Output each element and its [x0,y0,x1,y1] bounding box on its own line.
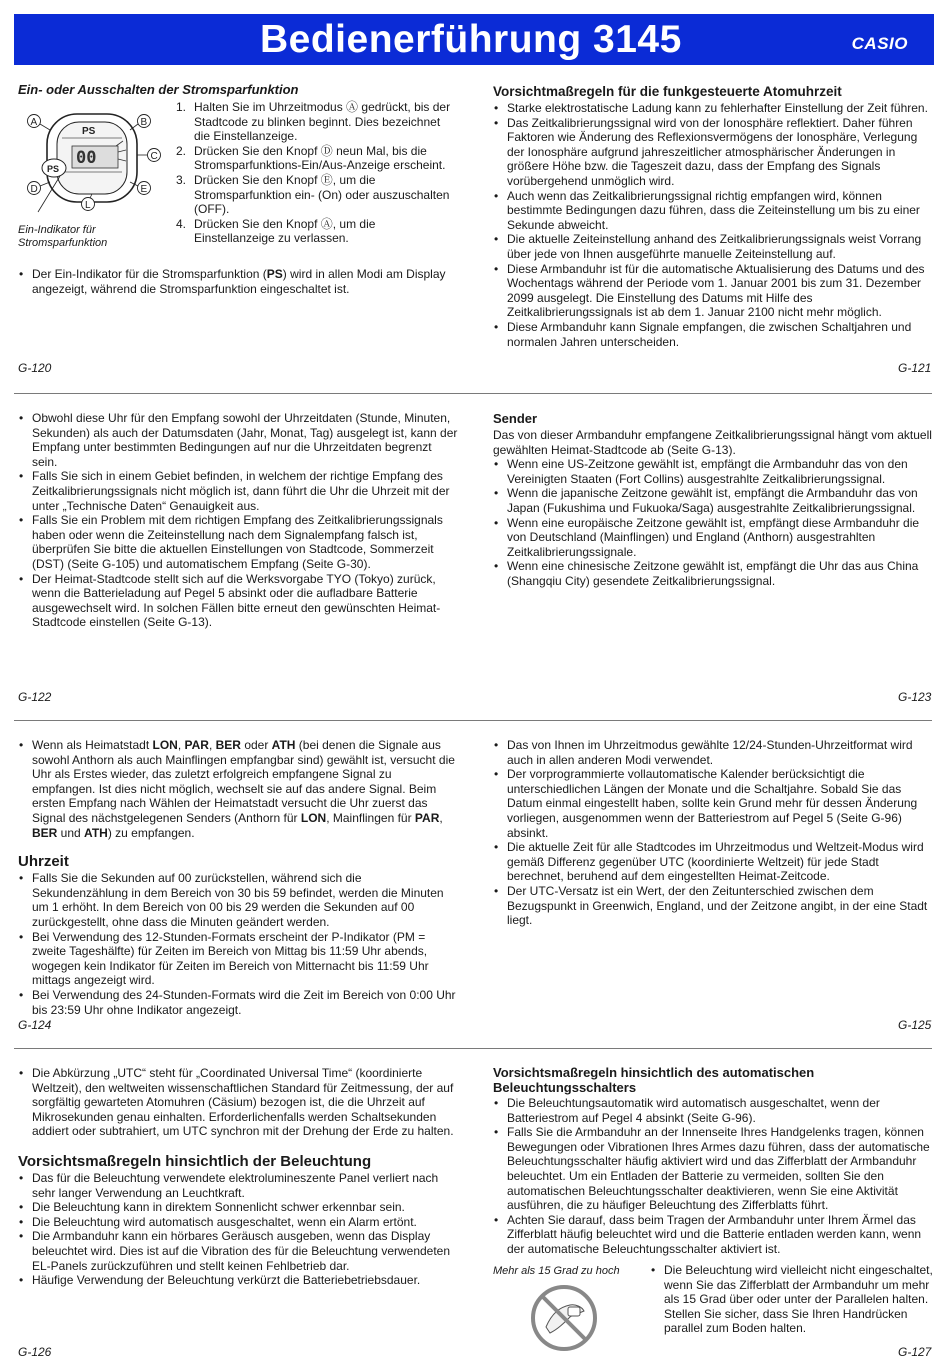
list-item: • Wenn eine chinesische Zeitzone gewählt ist, empfängt die Uhr das aus China (Shangqiu City) gesendete Zeitkalibrierungssignal. [493,559,933,588]
list-item: • Das Zeitkalibrierungssignal wird von der Ionosphäre reflektiert. Daher führen Faktoren wie Änderung des Reflexionsvermögens der Ionosphäre, Verlegung der Ionosphäre aufgrund jahreszeitlicher atmosphärischer Änderungen in größere Höhe bzw. die Tageszeit dazu, dass der Empfang des Signals vorübergehend unmöglich wird. [493,116,933,189]
step-item [176,173,452,217]
list-item: • Häufige Verwendung der Beleuchtung verkürzt die Batteriebetriebsdauer. [18,1273,458,1288]
text: , [439,810,443,825]
list-item: • Diese Armbanduhr ist für die automatische Aktualisierung des Datums und des Wochentags während der Periode vom 1. Januar 2001 bis zum 31. Dezember 2099 ausgelegt. Die Einstellung des Datums mit Hilfe des Zeitkalibrierungssignals ist ab dem 1. Januar 2100 nicht mehr möglich. [493,262,933,320]
step-number: 2. [176,143,187,158]
text: ) zu empfangen. [107,825,195,840]
page-number: G-121 [898,361,932,375]
list-item: • Der Heimat-Stadtcode stellt sich auf die Werksvorgabe TYO (Tokyo) zurück, wenn die Batterieladung auf Pegel 5 absinkt oder die aufladbare Batterie ausgewechselt wird. In solchen Fällen bitte erneut den gewünschten Heimat-Stadtcode einstellen (Seite G-13). [18,572,458,630]
text: und [57,825,85,840]
heading-line: Vorsichtsmaßregeln hinsichtlich des automatischen [493,1065,815,1080]
section-g120 [18,82,458,98]
note-bold: PS [266,267,283,281]
heading-line: Beleuchtungsschalters [493,1080,637,1095]
list-item: • Bei Verwendung des 24-Stunden-Formats wird die Zeit im Bereich von 0:00 Uhr bis 23:59 Uhr ohne Indikator angezeigt. [18,988,458,1017]
section-g127 [493,1065,933,1257]
heading-beleuchtung: Vorsichtsmaßregeln hinsichtlich der Beleuchtung [18,1152,372,1170]
section-g124 [18,738,458,1017]
list-item: • Die aktuelle Zeit für alle Stadtcodes im Uhrzeitmodus und Weltzeit-Modus wird gemäß Differenz gegenüber UTC (koordinierte Weltzeit) für jede Stadt berechnet, beruhend auf dem eingestellten Heimat-Zeitcode. [493,840,933,884]
list-item: • Falls Sie die Sekunden auf 00 zurückstellen, während sich die Sekundenzählung in dem Bereich von 30 bis 59 befindet, werden die Minuten um 1 erhöht. In dem Bereich von 00 bis 29 werden die Sekunden auf 00 zurückgestellt, ohne dass die Minuten geändert werden. [18,871,458,929]
list-item [18,738,458,840]
steps-list-g120 [176,100,452,246]
list-item: • Die Armbanduhr kann ein hörbares Geräusch ausgeben, wenn das Display beleuchtet wird. Dies ist auf die Vibration des für die Beleuchtung verwendeten EL-Panels zurückzuführen und stellt keinen Fehlbetrieb dar. [18,1229,458,1273]
city-code: PAR [414,810,440,825]
list-item: • Achten Sie darauf, dass beim Tragen der Armbanduhr unter Ihrem Ärmel das Zifferblatt häufig beleuchtet wird und die Batterie entladen werden kann, wenn der automatische Beleuchtungsschalter aktiviert ist. [493,1213,933,1257]
page-number: G-126 [18,1345,52,1359]
city-code: ATH [271,738,296,752]
svg-text:B: B [140,117,148,128]
svg-text:C: C [150,151,158,162]
heading-uhrzeit: Uhrzeit [18,853,69,871]
list-item: • Diese Armbanduhr kann Signale empfangen, die zwischen Schaltjahren und normalen Jahren unterscheiden. [493,320,933,349]
list-item [18,267,454,296]
no-tilt-illustration [524,1283,604,1353]
note-text: ) wird in allen Modi am Display angezeigt, während die Stromsparfunktion eingeschaltet ist. [32,267,446,296]
list-item: • Obwohl diese Uhr für den Empfang sowohl der Uhrzeitdaten (Stunde, Minuten, Sekunden) als auch der Datumsdaten (Jahr, Monat, Tag) ausgelegt ist, kann der Empfang unter bestimmten Bedingungen auf nur die Uhrzeitdaten begrenzt sein. [18,411,458,469]
list-item: • Falls Sie ein Problem mit dem richtigen Empfang des Zeitkalibrierungssignals haben oder wenn die Zeiteinstellung nach dem Signalempfang falsch ist, überprüfen Sie bitte die aktuellen Einstellungen von Stadtcode, Sommerzeit (DST) (Seite G-105) und automatischem Empfang (Seite G-30). [18,513,458,571]
svg-text:A: A [30,117,38,128]
list-item: • Das für die Beleuchtung verwendete elektrolumineszente Panel verliert nach sehr langer Verwendung an Leuchtkraft. [18,1171,458,1200]
list-item: • Die aktuelle Zeiteinstellung anhand des Zeitkalibrierungssignals weist Vorrang über jede von Ihnen ausgeführte manuelle Zeiteinstellung auf. [493,232,933,261]
svg-text:L: L [85,200,91,211]
text: , [208,738,216,752]
city-code: PAR [184,738,209,752]
watch-illustration [20,108,168,218]
step-item [176,144,452,173]
list-item: • Wenn eine europäische Zeitzone gewählt ist, empfängt diese Armbanduhr die von Deutschland (Mainflingen) und England (Anthorn) ausgestrahlten Zeitkalibrierungssignale. [493,516,933,560]
text: , Mainflingen für [326,810,415,825]
step-item [176,100,452,144]
list-item: • Der UTC-Versatz ist ein Wert, der den Zeitunterschied zwischen dem Bezugspunkt in Greenwich, England, und der Zeitzone angibt, in der eine Stadt liegt. [493,884,933,928]
step-number: 4. [176,216,187,231]
caption-line-1: Ein-Indikator für [18,224,96,236]
section-g125 [493,738,933,928]
page-number: G-124 [18,1018,52,1032]
list-item: • Bei Verwendung des 12-Stunden-Formats erscheint der P-Indikator (PM = zweite Tageshälfte) für Zeiten im Bereich von Mittag bis 11:59 Uhr abends, wogegen kein Indikator für Zeiten im Bereich von Mitternacht bis 11:59 Uhr mittags angezeigt wird. [18,930,458,988]
caption-line-2: Stromsparfunktion [18,237,108,249]
section-g126 [18,1066,458,1288]
illustration-caption: Mehr als 15 Grad zu hoch [493,1265,620,1277]
step-text: Halten Sie im Uhrzeitmodus Ⓐ gedrückt, bis der Stadtcode zu blinken beginnt. Dies bezeichnet die Einstellanzeige. [194,100,451,144]
diagram-caption [18,224,148,250]
list-item: • Starke elektrostatische Ladung kann zu fehlerhafter Einstellung der Zeit führen. [493,101,933,116]
page-number: G-127 [898,1345,932,1359]
page-number: G-123 [898,690,932,704]
divider [14,720,932,721]
intro-text: Das von dieser Armbanduhr empfangene Zeitkalibrierungssignal hängt vom aktuell gewählten Heimat-Stadtcode ab (Seite G-13). [493,428,932,457]
header-bar [14,14,934,65]
svg-text:D: D [30,184,38,195]
list-item: • Auch wenn das Zeitkalibrierungssignal richtig empfangen wird, können bestimmte Bedingungen dazu führen, dass die Zeiteinstellung um bis zu einer Sekunde abweicht. [493,189,933,233]
list-item: • Die Beleuchtung kann in direktem Sonnenlicht schwer erkennbar sein. [18,1200,458,1215]
page-title: Bedienerführung 3145 [260,18,682,61]
note-text: Der Ein-Indikator für die Stromsparfunktion ( [32,267,267,281]
step-number: 3. [176,172,187,187]
city-code: LON [152,738,178,752]
page-number: G-120 [18,361,52,375]
text: (bei denen die Signale aus sowohl Anthorn als auch Mainflingen empfangbar sind) gewählt ist, versucht die Uhr als Erstes wieder, das zuletzt erfolgreich empfangene Signal zu empfangen. Ist dies nicht möglich, wechselt sie auf das andere Signal. Beim ersten Empfang nach Wählen der Heimatstadt versucht die Uhr zuerst das Signal des nächstgelegenen Senders (Anthorn für [32,738,455,825]
display-ps-label: PS [82,126,96,137]
step-number: 1. [176,100,187,114]
list-item: • Das von Ihnen im Uhrzeitmodus gewählte 12/24-Stunden-Uhrzeitformat wird auch in allen anderen Modi verwendet. [493,738,933,767]
list-item: • Der vorprogrammierte vollautomatische Kalender berücksichtigt die unterschiedlichen Längen der Monate und die Schaltjahre. Sobald Sie das Datum einmal eingestellt haben, sollte kein Grund mehr für dessen Änderung vorliegen, ausgenommen wenn der Batteriestrom auf Pegel 5 (Seite G-96) absinkt. [493,767,933,840]
heading-stromspar: Ein- oder Ausschalten der Stromsparfunktion [18,82,299,97]
svg-text:00: 00 [76,148,97,168]
text: , [177,738,185,752]
city-code: LON [300,810,327,825]
heading-atomuhrzeit: Vorsichtmaßregeln für die funkgesteuerte Atomuhrzeit [493,84,842,99]
city-code: BER [215,738,241,752]
heading-auto-beleuchtung [493,1065,933,1095]
divider [14,393,932,394]
divider [14,1048,932,1049]
step-item [176,217,452,246]
text: Wenn als Heimatstadt [32,738,153,752]
list-item: • Wenn die japanische Zeitzone gewählt ist, empfängt die Armbanduhr das von Japan (Fukushima und Fukuoka/Saga) ausgestrahlte Zeitkalibrierungssignal. [493,486,933,515]
page-number: G-125 [898,1018,932,1032]
svg-text:E: E [140,184,148,195]
note-g120 [18,267,454,296]
heading-sender: Sender [493,411,538,426]
section-g121 [493,84,933,349]
section-g122 [18,411,458,630]
list-item: • Falls Sie die Armbanduhr an der Innenseite Ihres Handgelenks tragen, können Bewegungen oder Vibrationen Ihres Armes dazu führen, dass der automatische Beleuchtungsschalter häufig aktiviert wird und das Zifferblatt der Armbanduhr beleuchtet. Um ein Entladen der Batterie zu vermeiden, sollten Sie den automatischen Beleuchtungsschalter deaktivieren, wenn Sie eine Aktivität ausführen, die zu häufiger Beleuchtung des Zifferblatts führt. [493,1125,933,1213]
text: oder [240,738,272,752]
list-item: • Die Beleuchtung wird vielleicht nicht eingeschaltet, wenn Sie das Zifferblatt der Armbanduhr um mehr als 15 Grad über oder unter der Parallelen halten. Stellen Sie sicher, dass Sie Ihren Handrücken parallel zum Boden halten. [650,1263,934,1336]
step-text: Drücken Sie den Knopf Ⓓ neun Mal, bis die Stromsparfunktions-Ein/Aus-Anzeige erscheint. [194,143,446,173]
city-code: ATH [84,825,108,840]
list-item: • Die Beleuchtungsautomatik wird automatisch ausgeschaltet, wenn der Batteriestrom auf Pegel 4 absinkt (Seite G-96). [493,1096,933,1125]
watch-diagram [20,108,168,218]
section-g123 [493,411,933,589]
city-code: BER [32,825,58,840]
list-item: • Die Abkürzung „UTC“ steht für „Coordinated Universal Time“ (koordinierte Weltzeit), den weltweiten wissenschaftlichen Standard für Zeitmessung, der auf sorgfältig gewarteten Atomuhren (Cäsium) bezogen ist, die die Uhrzeit auf Mikrosekunden genau einhalten. Erforderlichenfalls werden Schaltsekunden addiert oder subtrahiert, um UTC synchron mit der Drehung der Erde zu halten. [18,1066,458,1139]
last-note-g127 [650,1263,934,1336]
brand-logo: CASIO [851,34,908,53]
step-text: Drücken Sie den Knopf Ⓐ, um die Einstellanzeige zu verlassen. [194,216,376,246]
list-item: • Falls Sie sich in einem Gebiet befinden, in welchem der richtige Empfang des Zeitkalibrierungssignals nicht möglich ist, dann führt die Uhr die Uhrzeit mit der unter „Technische Daten“ Genauigkeit aus. [18,469,458,513]
step-text: Drücken Sie den Knopf Ⓔ, um die Stromsparfunktion ein- (On) oder auszuschalten (OFF). [194,172,450,217]
list-item: • Wenn eine US-Zeitzone gewählt ist, empfängt die Armbanduhr das von den Vereinigten Staaten (Fort Collins) ausgestrahlte Zeitkalibrierungssignal. [493,457,933,486]
list-item: • Die Beleuchtung wird automatisch ausgeschaltet, wenn ein Alarm ertönt. [18,1215,458,1230]
ps-indicator-label: PS [47,164,60,174]
page-number: G-122 [18,690,52,704]
prohibited-icon [524,1283,604,1353]
